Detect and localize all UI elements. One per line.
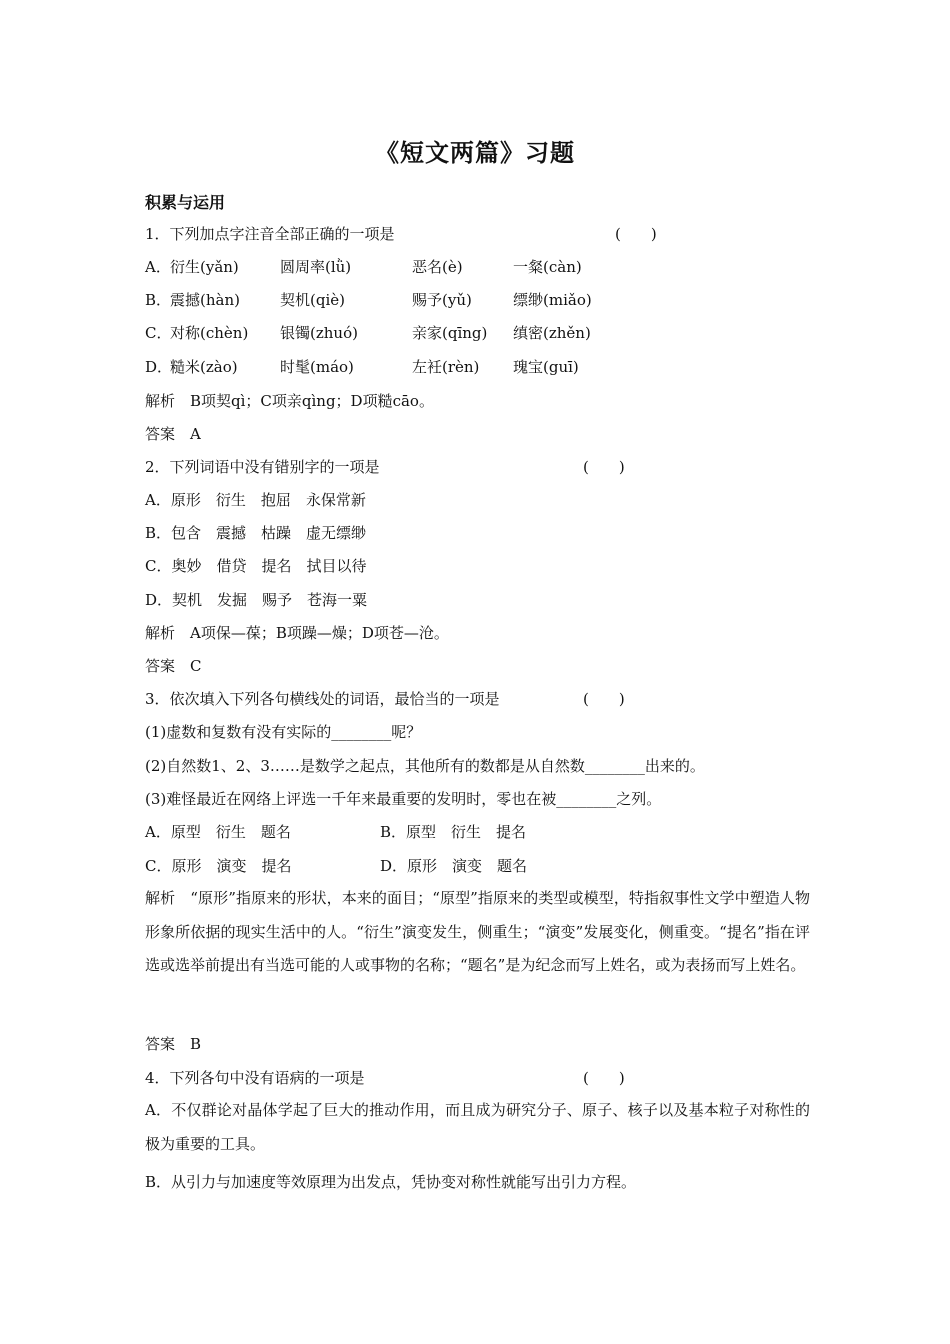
q3-sentence-3: (3)难怪最近在网络上评选一千年来最重要的发明时，零也在被________之列。 bbox=[145, 790, 662, 808]
q1-option-label: B． bbox=[145, 291, 172, 309]
q1-analysis: 解析 B项契qì；C项亲qìng；D项糙cāo。 bbox=[145, 392, 434, 410]
q1-option-item: 一粲(càn) bbox=[513, 258, 582, 276]
q1-option-item: 银镯(zhuó) bbox=[280, 324, 358, 342]
q3-stem: 3．依次填入下列各句横线处的词语，最恰当的一项是 bbox=[145, 690, 500, 708]
q3-answer-paren: ( ) bbox=[583, 690, 625, 708]
q1-option-item: 亲家(qīng) bbox=[412, 324, 488, 342]
q4-option-b: B．从引力与加速度等效原理为出发点，凭协变对称性就能写出引力方程。 bbox=[145, 1173, 637, 1191]
q1-option-item: 缥缈(miǎo) bbox=[513, 291, 592, 309]
section-heading: 积累与运用 bbox=[145, 193, 226, 212]
q1-option-item: 左衽(rèn) bbox=[412, 358, 480, 376]
q1-option-item: 赐予(yǔ) bbox=[412, 291, 472, 309]
q4-stem: 4．下列各句中没有语病的一项是 bbox=[145, 1069, 365, 1087]
q1-option-label: A． bbox=[145, 258, 171, 276]
q1-option-item: 圆周率(lǜ) bbox=[280, 258, 352, 276]
q1-answer-paren: ( ) bbox=[615, 225, 657, 243]
q1-option-item: 对称(chèn) bbox=[170, 324, 249, 342]
q1-option-item: 缜密(zhěn) bbox=[513, 324, 591, 342]
q3-option-a: A．原型 衍生 题名 bbox=[145, 823, 291, 841]
q2-analysis: 解析 A项保—葆；B项躁—燥；D项苍—沧。 bbox=[145, 624, 449, 642]
q1-stem: 1．下列加点字注音全部正确的一项是 bbox=[145, 225, 395, 243]
q3-sentence-2: (2)自然数1、2、3……是数学之起点，其他所有的数都是从自然数________出来的。 bbox=[145, 757, 705, 775]
q1-option-item: 衍生(yǎn) bbox=[170, 258, 239, 276]
q2-option-a: A．原形 衍生 抱屈 永保常新 bbox=[145, 491, 366, 509]
q3-analysis: 解析 “原形”指原来的形状，本来的面目；“原型”指原来的类型或模型，特指叙事性文学中塑造人物形象所依据的现实生活中的人。“衍生”演变发生，侧重生；“演变”发展变化，侧重变。“提名”指在评选或选举前提出有当选可能的人或事物的名称；“题名”是为纪念而写上姓名，或为表扬而写上姓名。 bbox=[145, 889, 810, 974]
q1-option-item: 时髦(máo) bbox=[280, 358, 354, 376]
page-title: 《短文两篇》习题 bbox=[375, 139, 575, 167]
q1-option-item: 糙米(zào) bbox=[170, 358, 238, 376]
q2-answer-paren: ( ) bbox=[583, 458, 625, 476]
q3-option-c: C．原形 演变 提名 bbox=[145, 857, 292, 875]
q1-option-item: 瑰宝(guī) bbox=[513, 358, 579, 376]
q1-option-item: 震撼(hàn) bbox=[170, 291, 240, 309]
q2-answer: 答案 C bbox=[145, 657, 202, 675]
q2-option-b: B．包含 震撼 枯躁 虚无缥缈 bbox=[145, 524, 367, 542]
q3-answer: 答案 B bbox=[145, 1035, 202, 1053]
q2-option-d: D．契机 发掘 赐予 苍海一粟 bbox=[145, 591, 368, 609]
q1-answer: 答案 A bbox=[145, 425, 201, 443]
q4-option-a: A．不仅群论对晶体学起了巨大的推动作用，而且成为研究分子、原子、核子以及基本粒子对称性的极为重要的工具。 bbox=[145, 1101, 810, 1153]
q3-sentence-1: (1)虚数和复数有没有实际的________呢？ bbox=[145, 723, 422, 741]
q2-option-c: C．奥妙 借贷 提名 拭目以待 bbox=[145, 557, 367, 575]
q1-option-item: 恶名(è) bbox=[412, 258, 463, 276]
q1-option-label: C． bbox=[145, 324, 172, 342]
q3-option-b: B．原型 衍生 提名 bbox=[380, 823, 527, 841]
q1-option-item: 契机(qiè) bbox=[280, 291, 345, 309]
q4-answer-paren: ( ) bbox=[583, 1069, 625, 1087]
q3-option-d: D．原形 演变 题名 bbox=[380, 857, 528, 875]
q2-stem: 2．下列词语中没有错别字的一项是 bbox=[145, 458, 380, 476]
q1-option-label: D． bbox=[145, 358, 173, 376]
